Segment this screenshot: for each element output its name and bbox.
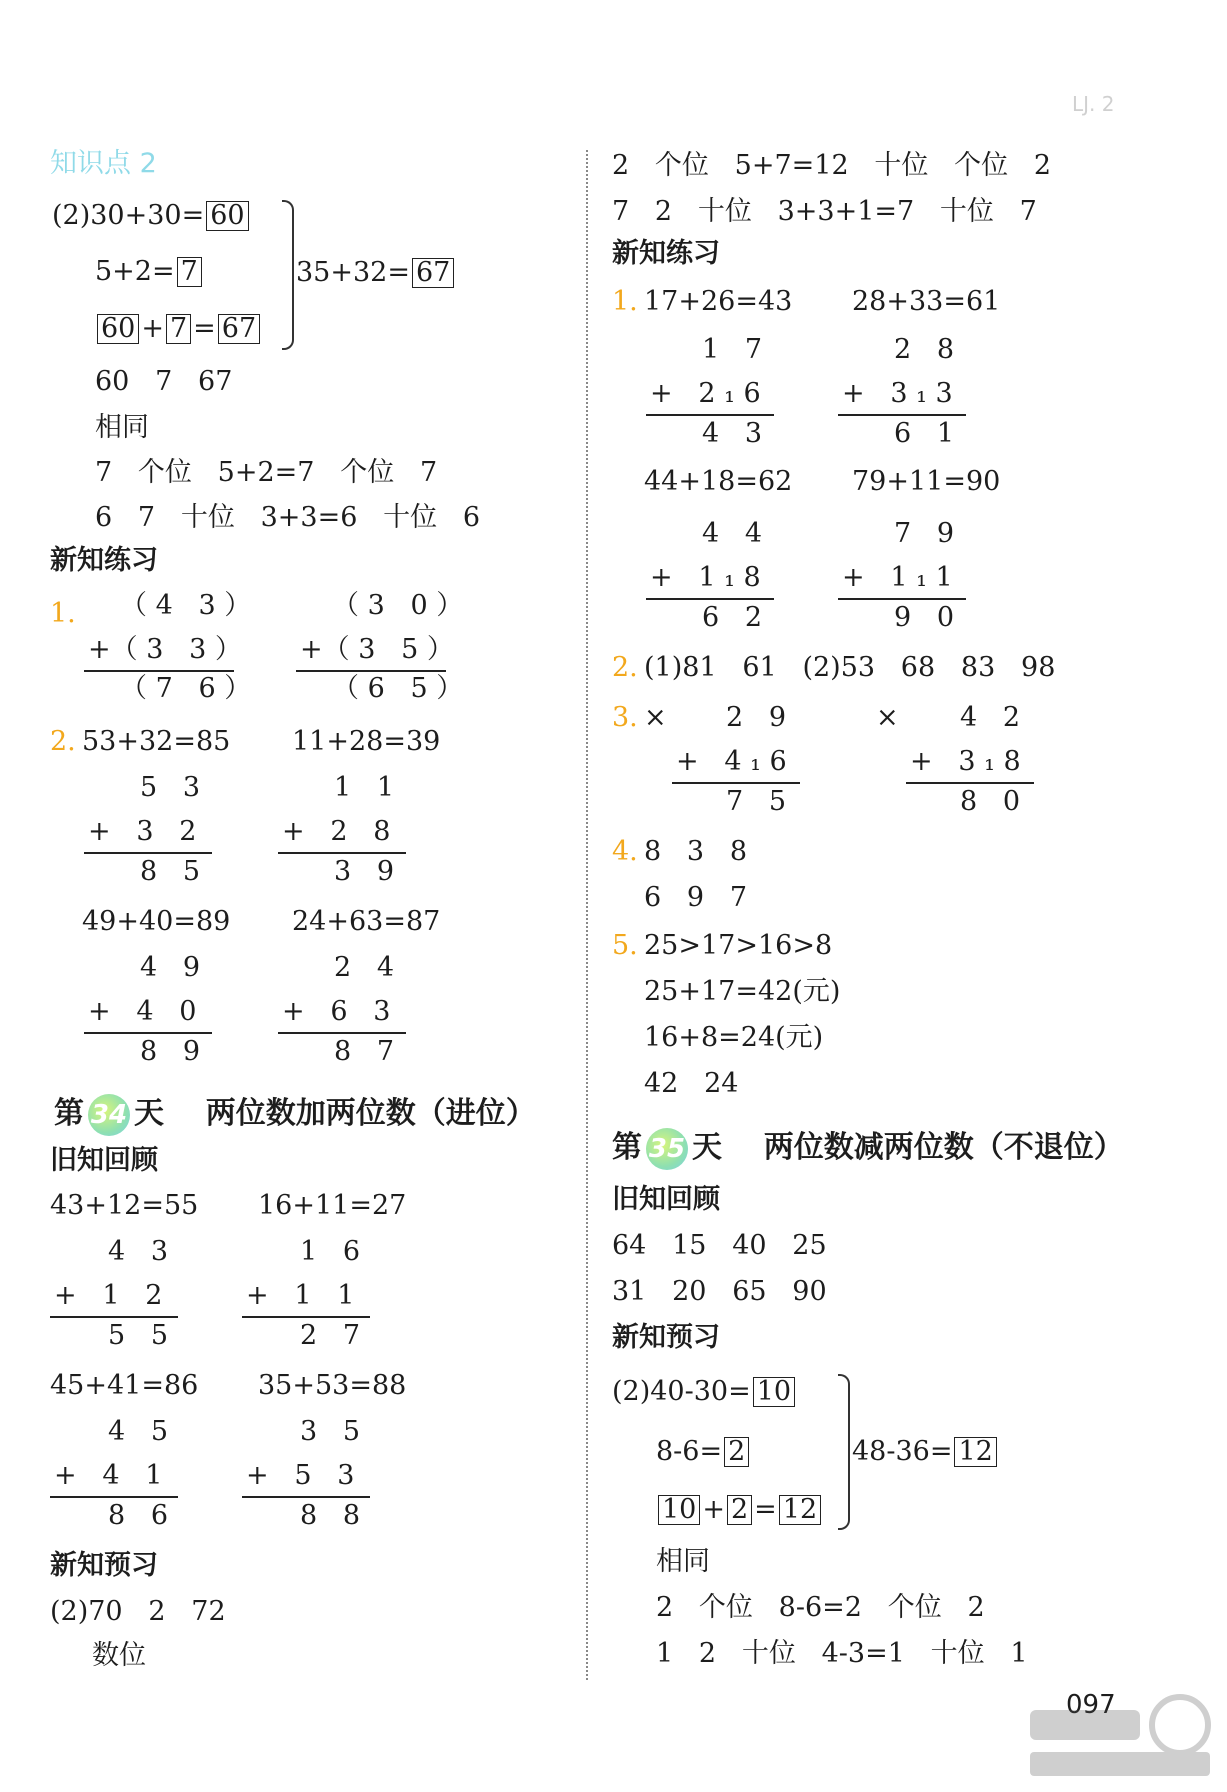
answer-line: (1)81 61 (2)53 68 83 98	[644, 652, 1056, 683]
vertical-row: 6 1	[894, 418, 955, 449]
kp-line-1-text: (2)30+30=	[52, 200, 205, 231]
corner-tag: LJ. 2	[1072, 92, 1115, 116]
vertical-row: + 6 3	[282, 996, 391, 1027]
equation: 35+53=88	[258, 1370, 407, 1401]
vertical-row: 1 7	[702, 334, 763, 365]
sum-line	[242, 1496, 370, 1498]
question-number: 1.	[612, 286, 638, 317]
section-title: 新知预习	[50, 1550, 158, 1581]
vertical-row: 8 5	[140, 856, 201, 887]
vertical-row: + 2 8	[282, 816, 391, 847]
vertical-row: + 5 3	[246, 1460, 355, 1491]
answer-line: 2 个位 8-6=2 个位 2	[656, 1592, 985, 1623]
vertical-row: 4 5	[108, 1416, 169, 1447]
kp-result	[296, 257, 456, 289]
equation: 17+26=43	[644, 286, 793, 317]
vertical-row: + 3 2	[88, 816, 197, 847]
answer-line: 6 9 7	[644, 882, 748, 913]
vertical-row: 8 8	[300, 1500, 361, 1531]
question-number: 1.	[50, 598, 76, 629]
kp-line-3	[656, 1494, 823, 1526]
sum-line	[672, 782, 800, 784]
answer-box: 2	[727, 1495, 752, 1525]
sum-line	[50, 1316, 178, 1318]
sum-line	[838, 598, 966, 600]
vertical-row: 7 9	[894, 518, 955, 549]
question-number: 2.	[612, 652, 638, 683]
answer-line: 8 3 8	[644, 836, 748, 867]
day-prefix: 第	[612, 1130, 642, 1165]
answer-box: 2	[724, 1437, 749, 1467]
answer-line: 7 个位 5+2=7 个位 7	[95, 457, 438, 488]
answer-line: 25>17>16>8	[644, 930, 833, 961]
answer-line: 相同	[95, 412, 149, 443]
wrong-mark: ×	[644, 702, 667, 733]
sum-line	[296, 670, 446, 672]
day-title: 天 两位数加两位数（进位）	[134, 1096, 536, 1131]
answer-box: 67	[412, 258, 454, 288]
vertical-row: 8 9	[140, 1036, 201, 1067]
equation: 28+33=61	[852, 286, 1001, 317]
answer-line: (2)70 2 72	[50, 1596, 226, 1627]
sum-line	[838, 414, 966, 416]
answer-line: 42 24	[644, 1068, 739, 1099]
vertical-row: + 4 1	[54, 1460, 163, 1491]
question-number: 2.	[50, 726, 76, 757]
answer-box: 10	[753, 1377, 795, 1407]
vertical-row: 8 0	[960, 786, 1021, 817]
plus-sign: +	[702, 1494, 725, 1525]
equation: 79+11=90	[852, 466, 1001, 497]
answer-box: 60	[206, 201, 248, 231]
sum-line	[84, 1032, 212, 1034]
answer-box: 12	[954, 1437, 996, 1467]
brace	[838, 1374, 850, 1530]
vertical-row: 4 3	[702, 418, 763, 449]
answer-box: 7	[177, 257, 202, 287]
answer-line: 60 7 67	[95, 366, 233, 397]
vertical-row: 1 1	[334, 772, 395, 803]
equation: 16+11=27	[258, 1190, 407, 1221]
section-title: 新知练习	[50, 545, 158, 576]
kp-line-2-text: 5+2=	[95, 256, 175, 287]
vertical-row: + 2 ₁ 6	[650, 378, 761, 409]
equation: 53+32=85	[82, 726, 231, 757]
kp-line-3	[95, 313, 262, 345]
watermark-logo-icon	[1020, 1690, 1220, 1790]
day-34-heading	[54, 1088, 536, 1136]
vertical-row: （ 3 0 ）	[332, 590, 464, 621]
vertical-row: 5 3	[140, 772, 201, 803]
vertical-row: 2 7	[300, 1320, 361, 1351]
vertical-row: 4 4	[702, 518, 763, 549]
kp-line-1-text: (2)40-30=	[612, 1376, 751, 1407]
vertical-row: + 1 ₁ 1	[842, 562, 953, 593]
vertical-row: （ 7 6 ）	[120, 673, 252, 704]
vertical-row: 3 9	[334, 856, 395, 887]
plus-sign: +	[141, 313, 164, 344]
wrong-mark: ×	[876, 702, 899, 733]
kp-line-2-text: 8-6=	[656, 1436, 723, 1467]
vertical-row: + 3 ₁ 8	[910, 746, 1021, 777]
sum-line	[646, 414, 774, 416]
vertical-row: 3 5	[300, 1416, 361, 1447]
answer-line: 31 20 65 90	[612, 1276, 827, 1307]
brace	[282, 200, 294, 350]
answer-line: 16+8=24(元)	[644, 1022, 824, 1053]
vertical-row: 4 3	[108, 1236, 169, 1267]
answer-line: 2 个位 5+7=12 十位 个位 2	[612, 150, 1052, 181]
vertical-row: 4 9	[140, 952, 201, 983]
answer-box: 60	[97, 314, 139, 344]
section-title: 旧知回顾	[612, 1184, 720, 1215]
vertical-row: （ 6 5 ）	[332, 673, 464, 704]
vertical-row: 8 6	[108, 1500, 169, 1531]
day-title: 天 两位数减两位数（不退位）	[692, 1130, 1124, 1165]
vertical-row: + 4 ₁ 6	[676, 746, 787, 777]
vertical-row: 2 4	[334, 952, 395, 983]
section-title: 新知预习	[612, 1322, 720, 1353]
answer-line: 7 2 十位 3+3+1=7 十位 7	[612, 196, 1037, 227]
sum-line	[84, 852, 212, 854]
day-badge: 35	[646, 1128, 688, 1170]
vertical-row: 1 6	[300, 1236, 361, 1267]
kp-line-1	[52, 200, 251, 232]
question-number: 3.	[612, 702, 638, 733]
vertical-row: + 1 1	[246, 1280, 355, 1311]
sum-line	[50, 1496, 178, 1498]
vertical-row: 6 2	[702, 602, 763, 633]
sum-line	[278, 1032, 406, 1034]
vertical-row: 4 2	[960, 702, 1021, 733]
sum-line	[242, 1316, 370, 1318]
equation: 11+28=39	[292, 726, 441, 757]
answer-line: 相同	[656, 1546, 710, 1577]
vertical-row: 2 9	[726, 702, 787, 733]
day-badge: 34	[88, 1094, 130, 1136]
kp-line-2	[656, 1436, 751, 1468]
equals-sign: =	[754, 1494, 777, 1525]
section-title: 新知练习	[612, 238, 720, 269]
section-title: 旧知回顾	[50, 1145, 158, 1176]
equation: 44+18=62	[644, 466, 793, 497]
day-35-heading	[612, 1122, 1124, 1170]
column-divider	[586, 150, 588, 1680]
equation: 43+12=55	[50, 1190, 199, 1221]
answer-line: 数位	[92, 1640, 146, 1671]
vertical-row: + 1 ₁ 8	[650, 562, 761, 593]
answer-box: 7	[166, 314, 191, 344]
answer-line: 64 15 40 25	[612, 1230, 827, 1261]
vertical-row: 9 0	[894, 602, 955, 633]
vertical-row: 8 7	[334, 1036, 395, 1067]
vertical-row: + 4 0	[88, 996, 197, 1027]
equation: 24+63=87	[292, 906, 441, 937]
kp-result-text: 35+32=	[296, 257, 410, 288]
answer-box: 12	[779, 1495, 821, 1525]
equals-sign: =	[193, 313, 216, 344]
kp-result-text: 48-36=	[852, 1436, 953, 1467]
answer-box: 67	[218, 314, 260, 344]
vertical-row: +（ 3 3 ）	[88, 634, 242, 665]
answer-line: 25+17=42(元)	[644, 976, 841, 1007]
question-number: 5.	[612, 930, 638, 961]
kp-result	[852, 1436, 999, 1468]
vertical-row: + 3 ₁ 3	[842, 378, 953, 409]
answer-line: 1 2 十位 4-3=1 十位 1	[656, 1638, 1028, 1669]
kp-line-1	[612, 1376, 797, 1408]
sum-line	[84, 670, 234, 672]
vertical-row: +（ 3 5 ）	[300, 634, 454, 665]
sum-line	[906, 782, 1034, 784]
equation: 49+40=89	[82, 906, 231, 937]
vertical-row: 5 5	[108, 1320, 169, 1351]
sum-line	[278, 852, 406, 854]
knowledge-point-title: 知识点 2	[50, 148, 157, 179]
vertical-row: 7 5	[726, 786, 787, 817]
vertical-row: 2 8	[894, 334, 955, 365]
day-prefix: 第	[54, 1096, 84, 1131]
vertical-row: （ 4 3 ）	[120, 590, 252, 621]
sum-line	[646, 598, 774, 600]
question-number: 4.	[612, 836, 638, 867]
page-number: 097	[1066, 1690, 1116, 1720]
kp-line-2	[95, 256, 204, 288]
answer-line: 6 7 十位 3+3=6 十位 6	[95, 502, 481, 533]
answer-box: 10	[658, 1495, 700, 1525]
vertical-row: + 1 2	[54, 1280, 163, 1311]
equation: 45+41=86	[50, 1370, 199, 1401]
